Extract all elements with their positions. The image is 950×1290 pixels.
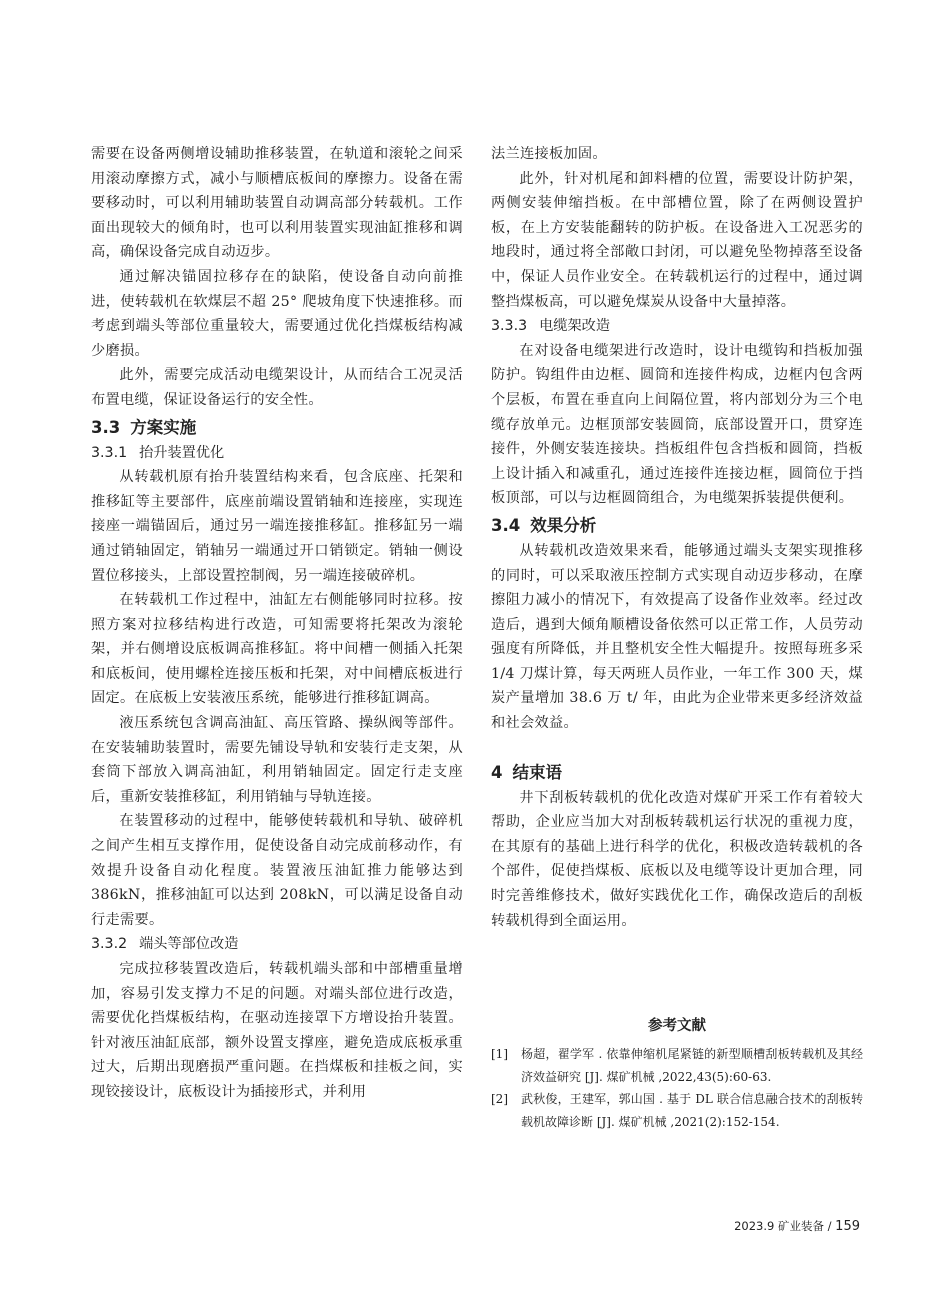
section-number: 3.4 xyxy=(491,515,521,535)
subsection-title: 抬升装置优化 xyxy=(139,444,225,461)
section-heading-4 xyxy=(491,760,863,786)
section-number: 3.3 xyxy=(91,417,121,437)
reference-text: 杨超，翟学军 . 依靠伸缩机尾紧链的新型顺槽刮板转载机及其经济效益研究 [J]. 煤矿机械 ,2022,43(5):60-63. xyxy=(521,1047,863,1084)
page-number: 159 xyxy=(835,1219,860,1234)
subsection-title: 电缆架改造 xyxy=(539,318,611,335)
paragraph: 此外，需要完成活动电缆架设计，从而结合工况灵活布置电缆，保证设备运行的安全性。 xyxy=(91,367,463,408)
subsection-number: 3.3.3 xyxy=(491,318,528,335)
paragraph: 此外，针对机尾和卸料槽的位置，需要设计防护架，两侧安装伸缩挡板。在中部槽位置，除了在两侧设置护板，在上方安装能翻转的防护板。在设备进入工况恶劣的地段时，通过将全部敞口封闭，可以避免坠物掉落至设备中，保证人员作业安全。在转载机运行的过程中，通过调整挡煤板高，可以避免煤炭从设备中大量掉落。 xyxy=(491,170,863,310)
right-column xyxy=(491,142,863,1133)
subsection-title: 端头等部位改造 xyxy=(139,936,239,953)
subsection-heading-3-3-3 xyxy=(491,314,863,339)
section-heading-3-3 xyxy=(91,415,463,441)
reference-item xyxy=(491,1088,863,1133)
reference-text: 武秋俊，王建军，郭山国 . 基于 DL 联合信息融合技术的刮板转载机故障诊断 [J]. 煤矿机械 ,2021(2):152-154. xyxy=(521,1092,863,1129)
paragraph: 从转载机改造效果来看，能够通过端头支架实现推移的同时，可以采取液压控制方式实现自动迈步移动，在摩擦阻力减小的情况下，有效提高了设备作业效率。经过改造后，遇到大倾角顺槽设备依然可以正常工作，人员劳动强度有所降低，并且整机安全性大幅提升。按照每班多采 1/4 刀煤计算，每天两班人员作业，一年工作 300 天，煤炭产量增加 38.6 万 t/ 年，由此为企业带来更多经济效益和社会效益。 xyxy=(491,542,863,732)
page-footer xyxy=(734,1218,860,1234)
section-title: 效果分析 xyxy=(530,515,597,535)
paragraph: 法兰连接板加固。 xyxy=(491,146,607,162)
paragraph: 井下刮板转载机的优化改造对煤矿开采工作有着较大帮助，企业应当加大对刮板转载机运行状况的重视力度，在其原有的基础上进行科学的优化，积极改造转载机的各个部件，促使挡煤板、底板以及电缆等设计更加合理，同时完善维修技术，做好实践优化工作，确保改造后的刮板转载机得到全面运用。 xyxy=(491,789,863,929)
section-number: 4 xyxy=(491,762,503,782)
section-title: 方案实施 xyxy=(130,417,197,437)
section-heading-3-4 xyxy=(491,513,863,539)
paragraph: 液压系统包含调高油缸、高压管路、操纵阀等部件。在安装辅助装置时，需要先铺设导轨和安装行走支架，从套筒下部放入调高油缸，利用销轴固定。固定行走支座后，重新安装推移缸，利用销轴与导轨连接。 xyxy=(91,715,463,805)
references-section xyxy=(491,1015,863,1133)
reference-tag: [1] xyxy=(491,1047,508,1062)
paragraph: 从转载机原有抬升装置结构来看，包含底座、托架和推移缸等主要部件，底座前端设置销轴和连接座，实现连接座一端锚固后，通过另一端连接推移缸。推移缸另一端通过销轴固定，销轴另一端通过开口销锁定。销轴一侧设置位移接头，上部设置控制阀，另一端连接破碎机。 xyxy=(91,469,463,584)
paragraph: 需要在设备两侧增设辅助推移装置，在轨道和滚轮之间采用滚动摩擦方式，减小与顺槽底板间的摩擦力。设备在需要移动时，可以利用辅助装置自动调高部分转载机。工作面出现较大的倾角时，也可以利用装置实现油缸推移和调高，确保设备完成自动迈步。 xyxy=(91,146,463,261)
section-title: 结束语 xyxy=(512,762,562,782)
left-column xyxy=(91,142,463,1105)
paragraph: 在装置移动的过程中，能够使转载机和导轨、破碎机之间产生相互支撑作用，促使设备自动完成前移动作，有效提升设备自动化程度。装置液压油缸推力能够达到 386kN，推移油缸可以达到 208kN，可以满足设备自动行走需要。 xyxy=(91,813,463,928)
journal-issue: 2023.9 矿业装备 / xyxy=(734,1219,832,1233)
paragraph: 完成拉移装置改造后，转载机端头部和中部槽重量增加，容易引发支撑力不足的问题。对端头部位进行改造，需要优化挡煤板结构，在驱动连接罩下方增设抬升装置。针对液压油缸底部，额外设置支撑座，避免造成底板承重过大，后期出现磨损严重问题。在挡煤板和挂板之间，实现铰接设计，底板设计为插接形式，并利用 xyxy=(91,961,463,1100)
paragraph: 在对设备电缆架进行改造时，设计电缆钩和挡板加强防护。钩组件由边框、圆筒和连接件构成，边框内包含两个层板，布置在垂直向上间隔位置，将内部划分为三个电缆存放单元。边框顶部安装圆筒，底部设置开口，贯穿连接件，外侧安装连接块。挡板组件包含挡板和圆筒，挡板上设计插入和减重孔，通过连接件连接边框，圆筒位于挡板顶部，可以与边框圆筒组合，为电缆架拆装提供便利。 xyxy=(491,342,863,507)
subsection-heading-3-3-1 xyxy=(91,441,463,466)
subsection-heading-3-3-2 xyxy=(91,932,463,957)
paragraph: 在转载机工作过程中，油缸左右侧能够同时拉移。按照方案对拉移结构进行改造，可知需要将托架改为滚轮架，并右侧增设底板调高推移缸。将中间槽一侧插入托架和底板间，使用螺栓连接压板和托架，对中间槽底板进行固定。在底板上安装液压系统，能够进行推移缸调高。 xyxy=(91,592,463,707)
spacer xyxy=(491,736,863,758)
subsection-number: 3.3.1 xyxy=(91,444,128,461)
reference-item xyxy=(491,1043,863,1088)
references-title: 参考文献 xyxy=(648,1018,706,1035)
subsection-number: 3.3.2 xyxy=(91,936,128,953)
reference-tag: [2] xyxy=(491,1092,508,1107)
paragraph: 通过解决锚固拉移存在的缺陷，使设备自动向前推进，使转载机在软煤层不超 25° 爬坡角度下快速推移。而考虑到端头等部位重量较大，需要通过优化挡煤板结构减少磨损。 xyxy=(91,268,463,359)
